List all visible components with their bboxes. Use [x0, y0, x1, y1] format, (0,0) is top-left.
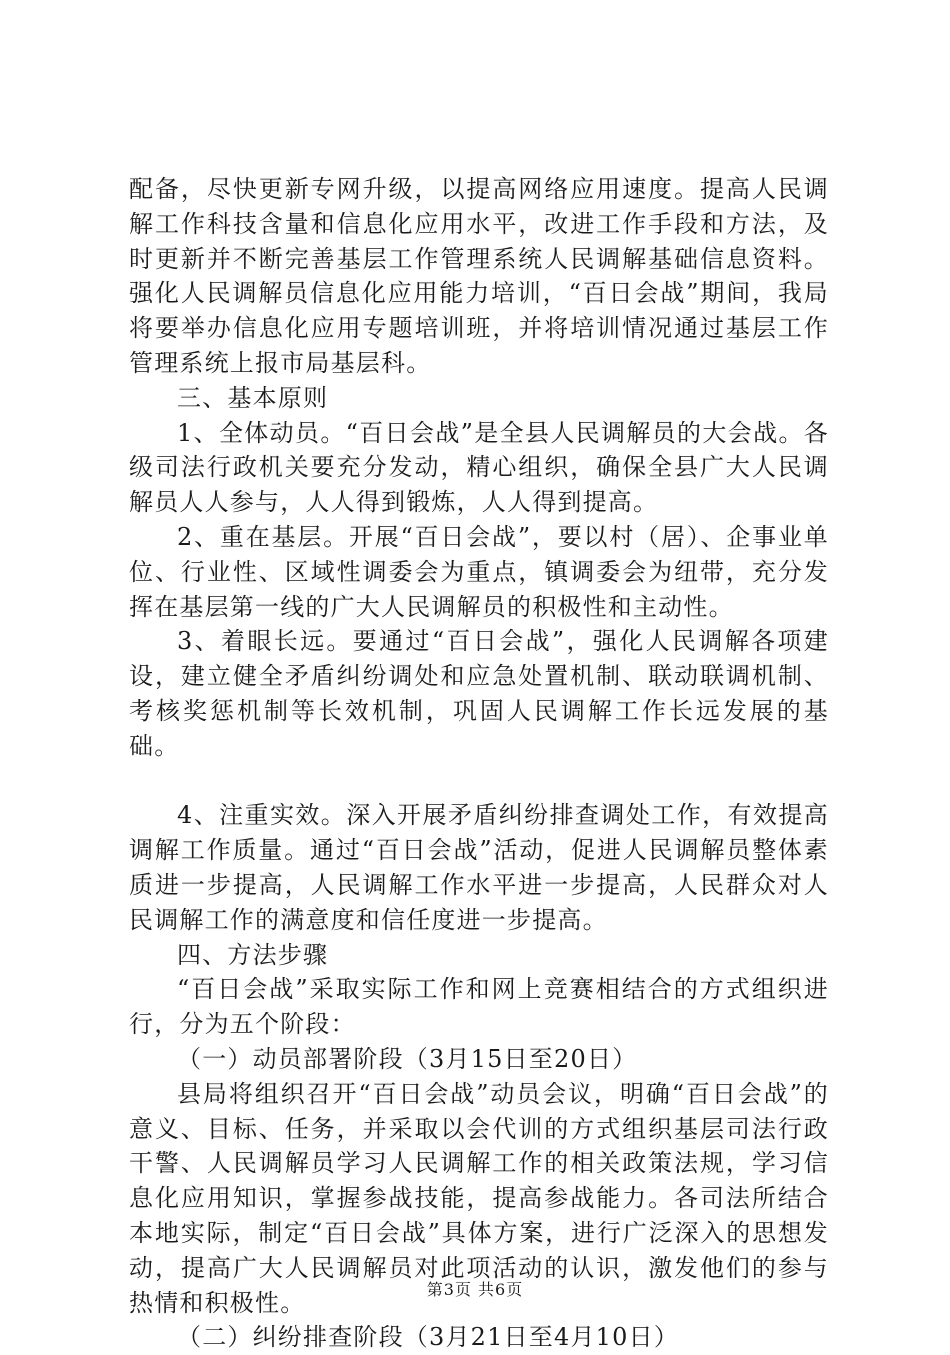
section-heading-principles: 三、基本原则 — [177, 383, 329, 412]
document-body — [129, 172, 829, 1355]
stage-1-paragraph: 县局将组织召开“百日会战”动员会议，明确“百日会战”的意义、目标、任务，并采取以会代训的方式组织基层司法行政干警、人民调解员学习人民调解工作的相关政策法规，学习信息化应用知识，掌握参战技能，提高参战能力。各司法所结合本地实际，制定“百日会战”具体方案，进行广泛深入的思想发动，提高广大人民调解员对此项活动的认识，激发他们的参与热情和积极性。 — [129, 1079, 829, 1317]
principle-1-paragraph: 1、全体动员。“百日会战”是全县人民调解员的大会战。各级司法行政机关要充分发动，精心组织，确保全县广大人民调解员人人参与，人人得到锻炼，人人得到提高。 — [129, 418, 829, 517]
methods-intro-paragraph: “百日会战”采取实际工作和网上竞赛相结合的方式组织进行，分为五个阶段： — [129, 975, 829, 1039]
stage-1-heading: （一）动员部署阶段（3月15日至20日） — [177, 1044, 638, 1073]
principle-2-paragraph: 2、重在基层。开展“百日会战”，要以村（居）、企事业单位、行业性、区域性调委会为重点，镇调委会为纽带，充分发挥在基层第一线的广大人民调解员的积极性和主动性。 — [129, 522, 829, 621]
section-heading-methods: 四、方法步骤 — [177, 940, 329, 969]
stage-2-heading: （二）纠纷排查阶段（3月21日至4月10日） — [177, 1323, 680, 1352]
principle-3-paragraph: 3、着眼长远。要通过“百日会战”，强化人民调解各项建设，建立健全矛盾纠纷调处和应急处置机制、联动联调机制、考核奖惩机制等长效机制，巩固人民调解工作长远发展的基础。 — [129, 627, 829, 760]
blank-line — [129, 764, 829, 799]
page-number-footer: 第3页 共6页 — [426, 1280, 524, 1299]
paragraph-continued: 配备，尽快更新专网升级，以提高网络应用速度。提高人民调解工作科技含量和信息化应用水平，改进工作手段和方法，及时更新并不断完善基层工作管理系统人民调解基础信息资料。强化人民调解员信息化应用能力培训，“百日会战”期间，我局将要举办信息化应用专题培训班，并将培训情况通过基层工作管理系统上报市局基层科。 — [129, 175, 829, 377]
principle-4-paragraph: 4、注重实效。深入开展矛盾纠纷排查调处工作，有效提高调解工作质量。通过“百日会战”活动，促进人民调解员整体素质进一步提高，人民调解工作水平进一步提高，人民群众对人民调解工作的满意度和信任度进一步提高。 — [129, 801, 829, 934]
